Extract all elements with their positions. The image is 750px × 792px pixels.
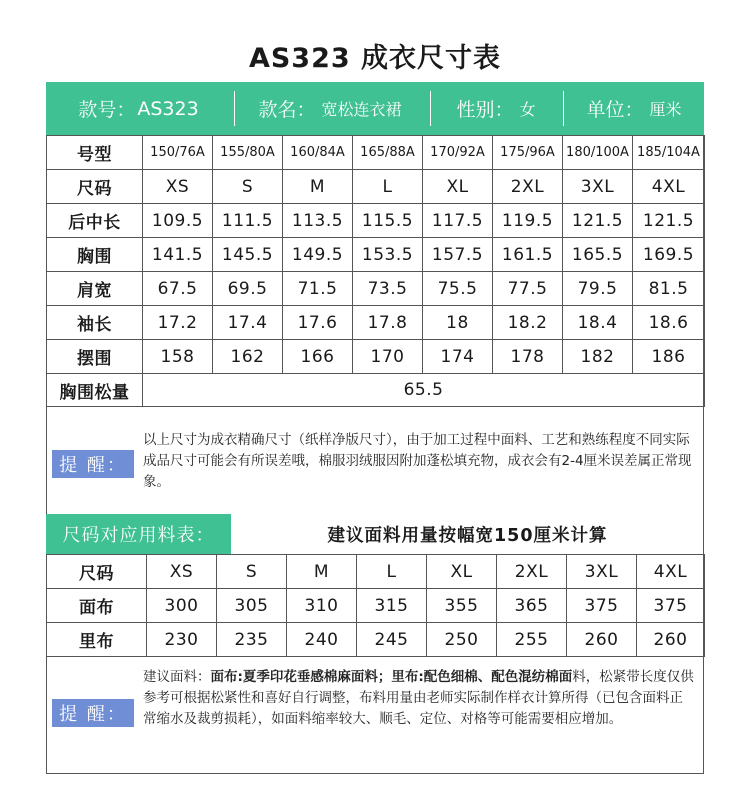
size-table-cell: 169.5 [633,238,705,272]
size-table-row [47,238,705,272]
note-rest: 料，松紧带长度仅供参考可根据松紧性和喜好自行调整，布料用量由老师实际制作样衣计算所得（已包含面料正常缩水及裁剪损耗），如面料缩率较大、顺毛、定位、对格等可能需要相应增加。 [143,669,694,727]
reminder-badge: 提 醒： [52,699,134,727]
size-table-cell: 149.5 [283,238,353,272]
size-table-cell: 18 [423,306,493,340]
size-table-cell: 77.5 [493,272,563,306]
size-table-row-label: 摆围 [47,340,143,374]
fabric-table-cell: 3XL [567,555,637,589]
size-table-row [47,170,705,204]
size-table-cell: XL [423,170,493,204]
note-box-2 [46,657,704,774]
size-table-row [47,272,705,306]
size-table-cell: 161.5 [493,238,563,272]
fabric-table-cell: 2XL [497,555,567,589]
size-table-cell: 185/104A [633,136,705,170]
size-table-cell: 71.5 [283,272,353,306]
size-table-row-label: 后中长 [47,204,143,238]
size-table-cell: 157.5 [423,238,493,272]
fabric-section-title: 建议面料用量按幅宽150厘米计算 [327,525,608,546]
style-name-label: 款名： [258,99,316,121]
reminder-badge: 提 醒： [52,450,134,478]
size-table [46,135,705,407]
size-table-cell: 18.4 [563,306,633,340]
size-table-cell: 160/84A [283,136,353,170]
size-table-row [47,204,705,238]
size-table-row-label: 袖长 [47,306,143,340]
size-table-cell: S [213,170,283,204]
gender-value: 女 [519,100,536,119]
fabric-table-row [47,589,705,623]
size-table-cell: 17.2 [143,306,213,340]
size-table-cell: 182 [563,340,633,374]
size-table-cell: 150/76A [143,136,213,170]
fabric-table-cell: XL [427,555,497,589]
fabric-table-cell: 4XL [637,555,705,589]
note-text-2 [143,667,695,730]
fabric-table-cell: 245 [357,623,427,657]
fabric-table-cell: 260 [637,623,705,657]
style-no-label: 款号： [78,99,136,121]
size-table-cell: XS [143,170,213,204]
size-table-cell: L [353,170,423,204]
fabric-table-cell: 375 [567,589,637,623]
style-name-value: 宽松连衣裙 [321,100,402,119]
gender-cell [431,82,561,135]
fabric-table-cell: 300 [147,589,217,623]
size-table-cell: 162 [213,340,283,374]
fabric-table-cell: 255 [497,623,567,657]
fabric-table-cell: L [357,555,427,589]
size-table-cell: 111.5 [213,204,283,238]
size-table-cell: 81.5 [633,272,705,306]
size-table-cell: 113.5 [283,204,353,238]
note-bold-part: 面布:夏季印花垂感棉麻面料；里布:配色细棉、配色混纺棉面 [210,669,573,685]
note-box-1 [46,410,704,514]
size-table-cell: 153.5 [353,238,423,272]
fabric-table-cell: 240 [287,623,357,657]
fabric-table-cell: 235 [217,623,287,657]
fabric-table-cell: M [287,555,357,589]
fabric-table [46,554,705,657]
size-table-row [47,136,705,170]
size-table-cell: 175/96A [493,136,563,170]
size-table-row-label: 尺码 [47,170,143,204]
size-table-cell: 4XL [633,170,705,204]
fabric-table-cell: 260 [567,623,637,657]
size-table-cell: 109.5 [143,204,213,238]
size-table-row [47,306,705,340]
fabric-table-row [47,555,705,589]
size-table-cell: 3XL [563,170,633,204]
size-table-row [47,340,705,374]
size-table-row-label: 胸围 [47,238,143,272]
size-table-cell: 18.6 [633,306,705,340]
ease-value: 65.5 [143,374,705,407]
fabric-table-row-label: 里布 [47,623,147,657]
page-title: AS323 成衣尺寸表 [248,43,502,74]
size-table-cell: 117.5 [423,204,493,238]
size-table-cell: 121.5 [633,204,705,238]
size-table-cell: 155/80A [213,136,283,170]
style-no-cell [46,82,231,135]
size-table-cell: 180/100A [563,136,633,170]
size-table-cell: 75.5 [423,272,493,306]
header-bar [46,82,704,135]
size-table-cell: 2XL [493,170,563,204]
size-table-cell: 174 [423,340,493,374]
size-table-cell: 166 [283,340,353,374]
fabric-table-cell: 230 [147,623,217,657]
size-table-cell: 178 [493,340,563,374]
unit-label: 单位： [586,99,644,121]
fabric-table-cell: 310 [287,589,357,623]
size-table-cell: 18.2 [493,306,563,340]
size-table-row-label: 肩宽 [47,272,143,306]
size-table-cell: 165/88A [353,136,423,170]
size-table-cell: M [283,170,353,204]
size-table-cell: 73.5 [353,272,423,306]
fabric-section-tab: 尺码对应用料表： [46,514,231,554]
fabric-table-row [47,623,705,657]
fabric-table-cell: XS [147,555,217,589]
size-table-cell: 67.5 [143,272,213,306]
unit-cell [564,82,704,135]
fabric-table-row-label: 尺码 [47,555,147,589]
size-table-cell: 17.4 [213,306,283,340]
fabric-table-cell: 355 [427,589,497,623]
fabric-table-cell: 375 [637,589,705,623]
fabric-table-cell: 250 [427,623,497,657]
size-table-cell: 115.5 [353,204,423,238]
style-name-cell [235,82,425,135]
size-table-row-label: 号型 [47,136,143,170]
size-table-cell: 119.5 [493,204,563,238]
fabric-table-cell: 305 [217,589,287,623]
note-text-1: 以上尺寸为成衣精确尺寸（纸样净版尺寸），由于加工过程中面料、工艺和熟练程度不同实际成品尺寸可能会有所误差哦，棉服羽绒服因附加蓬松填充物，成衣会有2-4厘米误差属正常现象。 [143,432,692,490]
note-prefix: 建议面料： [143,669,211,685]
fabric-table-row-label: 面布 [47,589,147,623]
size-table-cell: 170 [353,340,423,374]
size-table-cell: 79.5 [563,272,633,306]
size-table-cell: 141.5 [143,238,213,272]
size-table-cell: 145.5 [213,238,283,272]
style-no-value: AS323 [137,97,199,120]
unit-value: 厘米 [649,100,682,119]
size-table-cell: 121.5 [563,204,633,238]
fabric-table-cell: 315 [357,589,427,623]
size-table-cell: 170/92A [423,136,493,170]
size-table-cell: 17.8 [353,306,423,340]
size-table-cell: 186 [633,340,705,374]
fabric-table-cell: 365 [497,589,567,623]
gender-label: 性别： [456,99,514,121]
size-table-cell: 17.6 [283,306,353,340]
size-table-cell: 158 [143,340,213,374]
size-table-cell: 165.5 [563,238,633,272]
fabric-table-cell: S [217,555,287,589]
size-table-cell: 69.5 [213,272,283,306]
ease-label: 胸围松量 [47,374,143,407]
